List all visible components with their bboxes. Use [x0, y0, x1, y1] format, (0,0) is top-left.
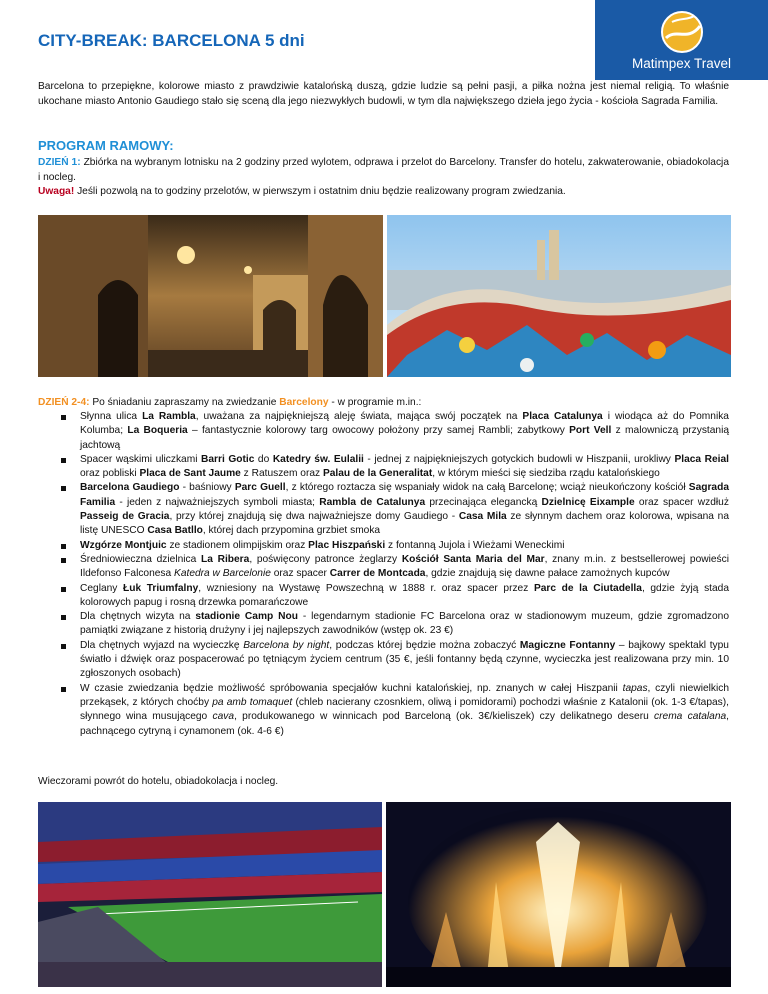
photo-parc-guell: [387, 215, 731, 377]
globe-logo-icon: [658, 8, 706, 56]
list-item: Dla chętnych wizyta na stadionie Camp Nou - legendarnym stadionie FC Barcelona oraz w stadionowym muzeum, gdzie zgromadzono pamiątki związane z historią drużyny i jej najlepszych zawodników (wstęp ok. 23 €): [38, 610, 729, 639]
photo-magic-fountain: [386, 802, 731, 987]
day24-city: Barcelony: [279, 397, 329, 408]
day24-tail: - w programie m.in.:: [331, 397, 422, 408]
photo-camp-nou: [38, 802, 382, 987]
list-item: W czasie zwiedzania będzie możliwość spróbowania specjałów kuchni katalońskiej, np. znanych w całej Hiszpanii tapas, czyli niewielkich przekąsek, z których choćby pa amb tomaquet (chleb nacierany czosnkiem, oliwą i pomidorami) pochodzi właśnie z Katalonii (ok. 1-3 €/tapas), słynnego wina musującego cava, produkowanego w winnicach pod Barceloną (ok. 3€/kieliszek) czy delikatnego deseru crema catalana, pachnącego cytryną i cynamonem (ok. 4-6 €): [38, 682, 729, 739]
program-heading: PROGRAM RAMOWY:: [38, 138, 174, 153]
day1-text: Zbiórka na wybranym lotnisku na 2 godziny przed wylotem, odprawa i przelot do Barcelony. Transfer do hotelu, zakwaterowanie, obiadokolacja i nocleg.: [38, 157, 729, 183]
day24-intro: [38, 396, 729, 411]
list-item: Barcelona Gaudiego - baśniowy Parc Guell, z którego roztacza się wspaniały widok na całą Barcelonę; wciąż nieukończony kościół Sagrada Familia - jeden z najważniejszych symboli miasta; Rambla de Catalunya przecinająca elegancką Dzielnicę Eixample oraz spacer wzdłuż Passeig de Gracia, przy której znajdują się dwa najważniejsze domy Gaudiego - Casa Mila ze słynnym dachem oraz kolorowa, wpisana na listę UNESCO Casa Batllo, której dach przypomina grzbiet smoka: [38, 481, 729, 538]
day24-lead: Po śniadaniu zapraszamy na zwiedzanie: [92, 397, 277, 408]
list-item: Wzgórze Montjuic ze stadionem olimpijskim oraz Plac Hiszpański z fontanną Jujola i Wieżami Weneckimi: [38, 539, 729, 553]
list-item: Słynna ulica La Rambla, uważana za najpiękniejszą aleję świata, mająca swój początek na Placa Catalunya i wiodąca aż do Pomnika Kolumba; La Boqueria – fantastycznie kolorowy targ owocowy położony przy samej Rambli; zabytkowy Port Vell z malowniczą przystanią jachtową: [38, 410, 729, 453]
closing-text: Wieczorami powrót do hotelu, obiadokolacja i nocleg.: [38, 776, 279, 787]
brand-logo: [595, 0, 768, 80]
page-title: CITY-BREAK: BARCELONA 5 dni: [38, 31, 305, 50]
note-label: Uwaga!: [38, 186, 75, 197]
list-item: Średniowieczna dzielnica La Ribera, poświęcony patronce żeglarzy Kościół Santa Maria del Mar, znany m.in. z bestsellerowej powieści Ildefonso Falconesa Katedra w Barcelonie oraz spacer Carrer de Montcada, gdzie znajdują się dawne pałace zamożnych kupców: [38, 553, 729, 582]
list-item: Ceglany Łuk Triumfalny, wzniesiony na Wystawę Powszechną w 1888 r. oraz spacer przez Parc de la Ciutadella, gdzie żyją stada kolorowych papug i rosną drzewka pomarańczowe: [38, 582, 729, 611]
list-item: Dla chętnych wyjazd na wycieczkę Barcelona by night, podczas której będzie można zobaczyć Magiczne Fontanny – bajkowy spektakl typu światło i dźwięk oraz pospacerować po tętniącym życiem centrum (35 €, jeśli fontanny będą czynne, wycieczka jest realizowana przy min. 10 zgłoszonych osobach): [38, 639, 729, 682]
note-text: Jeśli pozwolą na to godziny przelotów, w pierwszym i ostatnim dniu będzie realizowany program zwiedzania.: [77, 186, 566, 197]
brand-name: Matimpex Travel: [631, 56, 732, 71]
sightseeing-list: [38, 410, 729, 739]
day1-paragraph: [38, 156, 729, 200]
list-item: Spacer wąskimi uliczkami Barri Gotic do Katedry św. Eulalii - jednej z najpiękniejszych gotyckich budowli w Hiszpanii, urokliwy Placa Reial oraz pobliski Placa de Sant Jaume z Ratuszem oraz Palau de la Generalitat, w którym mieści się siedziba rządu katalońskiego: [38, 453, 729, 482]
day1-label: DZIEŃ 1:: [38, 157, 81, 168]
intro-paragraph: Barcelona to przepiękne, kolorowe miasto z prawdziwie katalońską duszą, gdzie ludzie są pełni pasji, a piłka nożna jest niemal religią. To właśnie ukochane miasto Antonio Gaudiego stało się sceną dla jego niezwykłych budowli, w tym dla największego dzieła jego życia - kościoła Sagrada Familia.: [38, 81, 729, 107]
day24-label: DZIEŃ 2-4:: [38, 397, 90, 408]
photo-gothic-street: [38, 215, 383, 377]
